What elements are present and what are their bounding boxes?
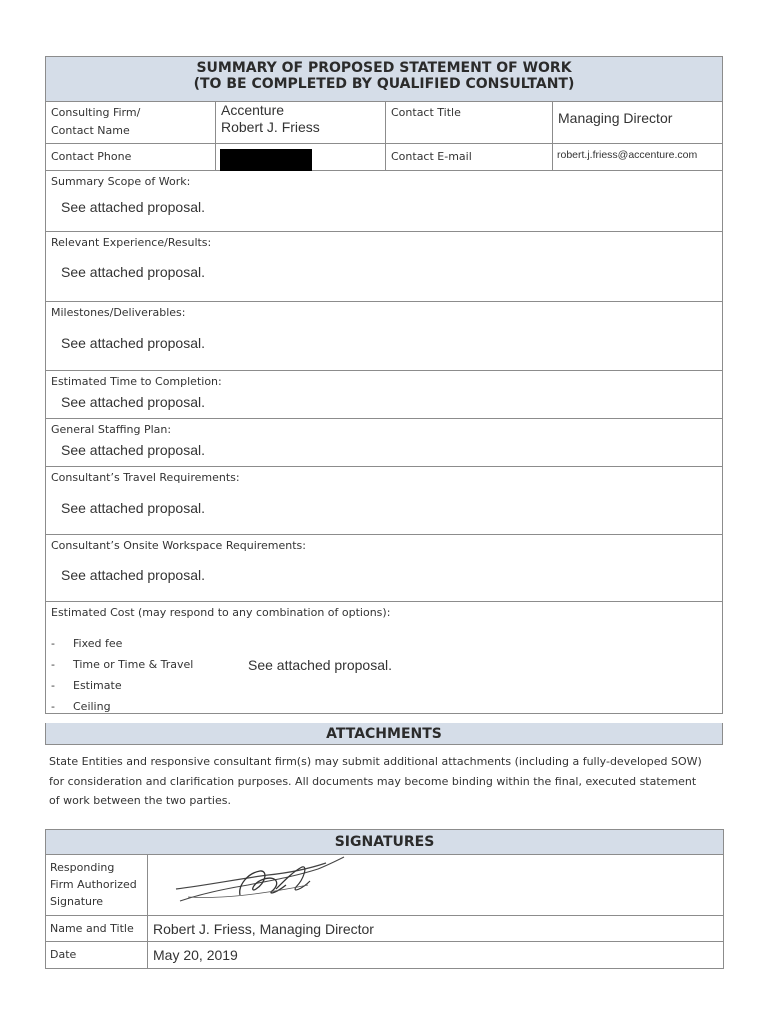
section-value: See attached proposal. <box>61 335 205 351</box>
redaction-block <box>220 149 312 171</box>
name-value: Robert J. Friess, Managing Director <box>153 921 374 937</box>
section-value: See attached proposal. <box>61 442 205 458</box>
attachments-title: ATTACHMENTS <box>45 723 723 745</box>
section-label: Consultant’s Travel Requirements: <box>51 471 240 484</box>
section-experience <box>46 232 722 302</box>
section-staffing <box>46 419 722 467</box>
signatures-title: SIGNATURES <box>46 830 723 855</box>
section-cost <box>46 602 722 713</box>
contact-phone-label: Contact Phone <box>46 144 216 170</box>
firm-value <box>216 102 386 143</box>
section-scope <box>46 171 722 232</box>
firm-label: Consulting Firm/ Contact Name <box>46 102 216 143</box>
cost-option: - Ceiling <box>51 700 111 713</box>
signature-area <box>148 855 723 915</box>
contact-phone-value <box>216 144 386 170</box>
handwritten-signature <box>168 855 368 915</box>
section-value: See attached proposal. <box>61 394 205 410</box>
contact-title-label: Contact Title <box>386 102 553 143</box>
section-time <box>46 371 722 419</box>
cost-options <box>51 633 193 717</box>
date-row <box>46 942 723 968</box>
contact-email-label: Contact E-mail <box>386 144 553 170</box>
firm-row <box>46 102 722 144</box>
signatures-table <box>45 829 724 969</box>
section-value: See attached proposal. <box>61 199 205 215</box>
section-label: General Staffing Plan: <box>51 423 172 436</box>
attachments-text: State Entities and responsive consultant firm(s) may submit additional attachments (including a fully-developed SOW) for consideration and clarification purposes. All documents may become binding within the final, executed statement of work between the two parties. <box>49 755 702 807</box>
phone-row <box>46 144 722 171</box>
form-title-line1: SUMMARY OF PROPOSED STATEMENT OF WORK <box>196 60 572 76</box>
section-travel <box>46 467 722 535</box>
contact-title-value: Managing Director <box>558 110 673 126</box>
date-value: May 20, 2019 <box>153 947 238 963</box>
section-workspace <box>46 535 722 602</box>
name-label: Name and Title <box>46 916 148 941</box>
form-title-line2: (TO BE COMPLETED BY QUALIFIED CONSULTANT) <box>193 76 575 92</box>
name-row <box>46 916 723 942</box>
section-value: See attached proposal. <box>61 567 205 583</box>
section-label: Relevant Experience/Results: <box>51 236 212 249</box>
signature-label: Responding Firm Authorized Signature <box>46 855 148 915</box>
section-value: See attached proposal. <box>61 264 205 280</box>
date-label: Date <box>46 942 148 968</box>
contact-name: Robert J. Friess <box>221 119 320 135</box>
cost-value: See attached proposal. <box>248 657 392 673</box>
section-label: Estimated Time to Completion: <box>51 375 222 388</box>
cost-option: - Estimate <box>51 679 122 692</box>
form-title <box>46 57 722 102</box>
cost-label: Estimated Cost (may respond to any combination of options): <box>51 606 391 619</box>
section-milestones <box>46 302 722 371</box>
section-label: Summary Scope of Work: <box>51 175 191 188</box>
cost-option: - Time or Time & Travel <box>51 658 194 671</box>
section-value: See attached proposal. <box>61 500 205 516</box>
firm-name: Accenture <box>221 102 285 118</box>
section-label: Consultant’s Onsite Workspace Requirements: <box>51 539 306 552</box>
sow-summary-form <box>45 56 723 714</box>
signature-row <box>46 855 723 916</box>
cost-option: - Fixed fee <box>51 637 123 650</box>
contact-email-value: robert.j.friess@accenture.com <box>557 149 698 161</box>
section-label: Milestones/Deliverables: <box>51 306 186 319</box>
